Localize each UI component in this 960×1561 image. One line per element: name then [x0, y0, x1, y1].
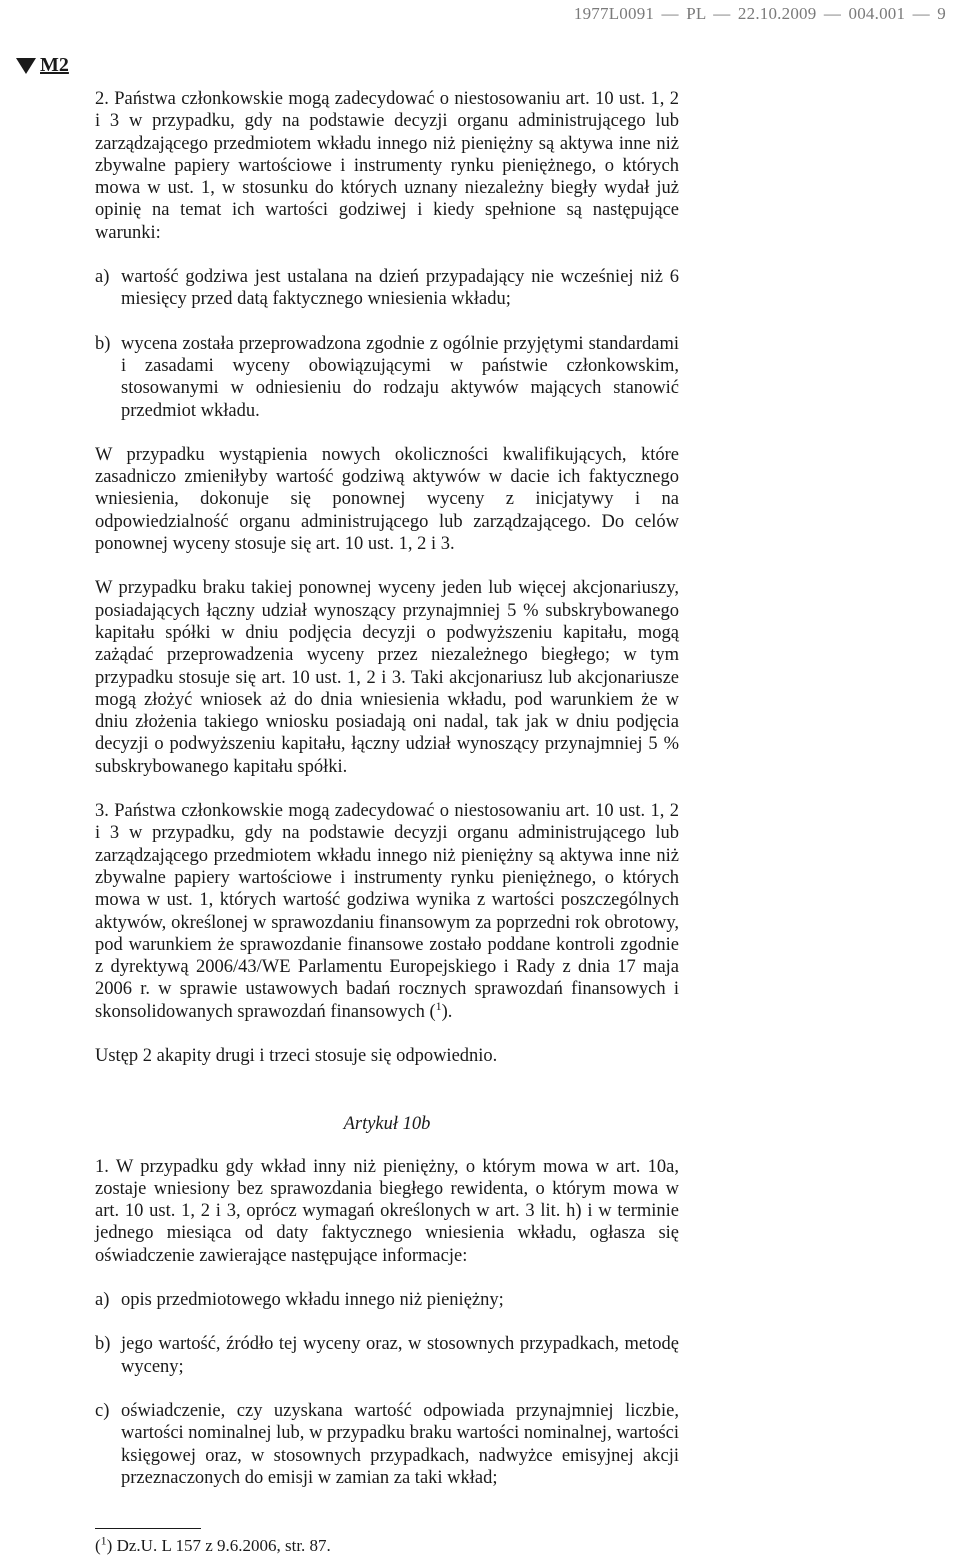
list-item-label: b) — [95, 1334, 111, 1355]
list-item-label: a) — [95, 1290, 110, 1311]
footnote — [95, 1533, 331, 1556]
list-item-text: wartość godziwa jest ustalana na dzień przypadający nie wcześniej niż 6 miesięcy przed datą faktycznego wniesienia wkładu; — [121, 267, 679, 310]
list-item — [95, 1289, 679, 1311]
language-code: PL — [686, 4, 706, 23]
paragraph-3-end: ). — [441, 1001, 453, 1022]
header-separator: — — [823, 4, 842, 23]
list-item — [95, 1333, 679, 1378]
paragraph-shareholders: W przypadku braku takiej ponownej wyceny jeden lub więcej akcjonariuszy, posiadających łączny udział wynoszący przynajmniej 5 % subskrybowanego kapitału spółki w dniu podjęcia decyzji o podwyższeniu kapitału, mogą zażądać przeprowadzenia wyceny przez niezależnego biegłego; w tym przypadku stosuje się art. 10 ust. 1, 2 i 3. Taki akcjonariusz lub akcjonariusze mogą złożyć wniosek aż do dnia wniesienia wkładu, pod warunkiem że w dniu złożenia takiego wniosku posiadają oni nadal, tak jak w dniu podjęcia decyzji o podwyższeniu kapitału, łączny udział wynoszący przynajmniej 5 % subskrybowanego kapitału spółki. — [95, 578, 679, 777]
list-item-text: jego wartość, źródło tej wyceny oraz, w stosownych przypadkach, metodę wyceny; — [121, 1334, 679, 1377]
list-item — [95, 333, 679, 422]
footnote-divider — [95, 1528, 201, 1529]
triangle-down-icon — [16, 58, 36, 74]
header-separator: — — [713, 4, 731, 23]
footnote-close: ) — [106, 1536, 113, 1555]
list-item-text: wycena została przeprowadzona zgodnie z ogólnie przyjętymi standardami i zasadami wyceny obowiązującymi w państwie członkowskim, stosowanymi w odniesieniu do rodzaju aktywów mających stanowić przedmiot wkładu. — [121, 333, 679, 421]
paragraph-3-text: 3. Państwa członkowskie mogą zadecydować o niestosowaniu art. 10 ust. 1, 2 i 3 w przypadku, gdy na podstawie decyzji organu administrującego lub zarządzającego przedmiotem wkładu innego niż pieniężny są aktywa inne niż zbywalne papiery wartościowe i instrumenty rynku pieniężnego, o których mowa w ust. 1, których wartość godziwa wynika z wartości poszczególnych aktywów, określonej w sprawozdaniu finansowym za poprzedni rok obrotowy, pod warunkiem że sprawozdanie finansowe zostało poddane kontroli zgodnie z dyrektywą 2006/43/WE Parlamentu Europejskiego i Rady z dnia 17 maja 2006 r. w sprawie ustawowych badań rocznych sprawozdań finansowych i skonsolidowanych sprawozdań finansowych ( — [95, 801, 679, 1022]
paragraph-revaluation: W przypadku wystąpienia nowych okoliczności kwalifikujących, które zasadniczo zmieniłyby wartość godziwą aktywów w dacie ich faktycznego wniesienia, dokonuje się ponownej wyceny z inicjatywy i na odpowiedzialność organu administrującego lub zarządzającego. Do celów ponownej wyceny stosuje się art. 10 ust. 1, 2 i 3. — [95, 444, 679, 555]
footnote-reference[interactable]: 1 — [435, 998, 442, 1013]
document-date: 22.10.2009 — [737, 4, 817, 23]
page-number: 9 — [937, 4, 946, 23]
amendment-marker — [16, 54, 69, 77]
document-id: 1977L0091 — [573, 4, 655, 23]
version-number: 004.001 — [848, 4, 906, 23]
list-item-text: opis przedmiotowego wkładu innego niż pieniężny; — [121, 1290, 504, 1311]
amendment-code: M2 — [40, 54, 69, 76]
list-item-text: oświadczenie, czy uzyskana wartość odpowiada przynajmniej liczbie, wartości nominalnej lub, w przypadku braku wartości nominalnej, wartości księgowej oraz, w stosownych przypadkach, nadwyżce emisyjnej akcji przeznaczonych do emisji w zamian za taki wkład; — [121, 1400, 679, 1488]
paragraph-2: 2. Państwa członkowskie mogą zadecydować o niestosowaniu art. 10 ust. 1, 2 i 3 w przypadku, gdy na podstawie decyzji organu administrującego lub zarządzającego przedmiotem wkładu innego niż pieniężny są aktywa inne niż zbywalne papiery wartościowe i instrumenty rynku pieniężnego, o których mowa w ust. 1, w stosunku do których uznany niezależny biegły wydał już opinię na temat ich wartości godziwej i kiedy spełnione są następujące warunki: — [95, 89, 679, 243]
document-body — [95, 88, 679, 1511]
list-item-label: b) — [95, 333, 111, 354]
list-item-label: c) — [95, 1400, 110, 1421]
footnote-number: 1 — [100, 1533, 107, 1548]
footnote-text: Dz.U. L 157 z 9.6.2006, str. 87. — [112, 1536, 331, 1555]
paragraph-article-1: 1. W przypadku gdy wkład inny niż pieniężny, o którym mowa w art. 10a, zostaje wniesiony bez sprawozdania biegłego rewidenta, o którym mowa w art. 10 ust. 1, 2 i 3, oprócz wymagań określonych w art. 3 lit. h) i w terminie jednego miesiąca od daty faktycznego wniesienia wkładu, ogłasza się oświadczenie zawierające następujące informacje: — [95, 1156, 679, 1266]
list-item — [95, 266, 679, 311]
footnote-open: ( — [95, 1536, 101, 1555]
list-item — [95, 1400, 679, 1489]
header-separator: — — [912, 4, 930, 23]
list-item-label: a) — [95, 267, 110, 288]
header-separator: — — [661, 4, 679, 23]
page-header — [574, 4, 946, 24]
paragraph-3 — [95, 800, 679, 1023]
article-title: Artykuł 10b — [343, 1114, 431, 1135]
paragraph-applicability: Ustęp 2 akapity drugi i trzeci stosuje się odpowiednio. — [95, 1045, 498, 1066]
